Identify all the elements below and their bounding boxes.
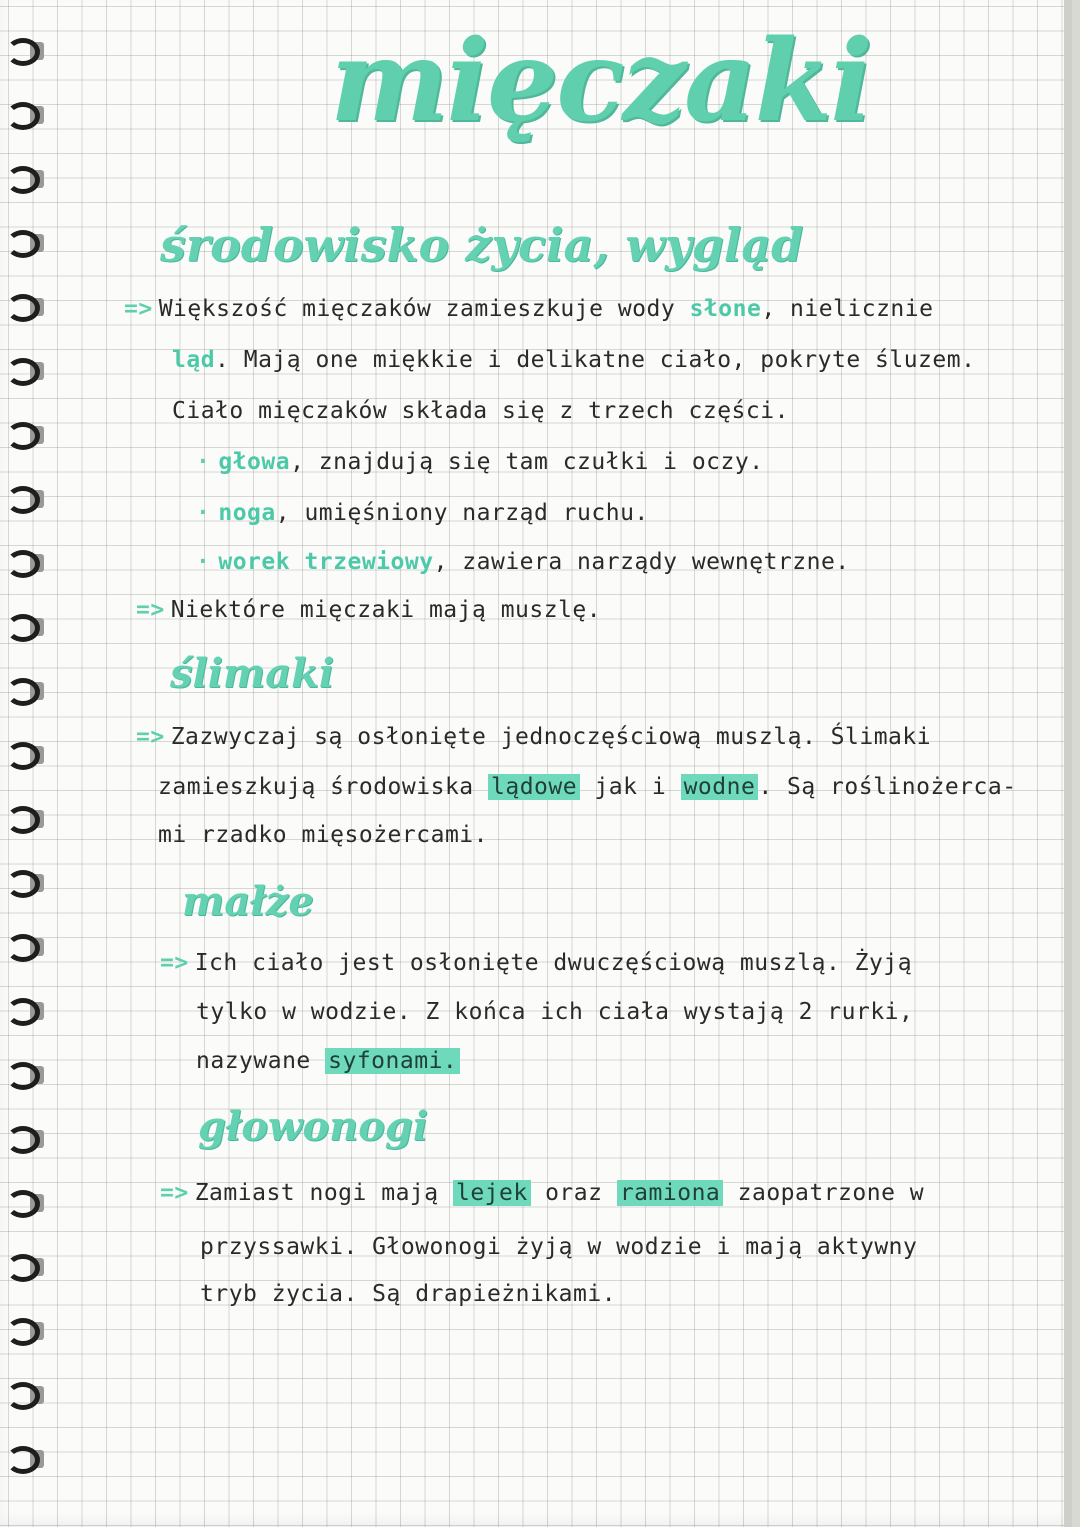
- spiral-ring: [6, 1062, 40, 1090]
- spiral-ring: [6, 998, 40, 1026]
- page-title: mięczaki: [330, 16, 871, 147]
- spiral-ring: [6, 422, 40, 450]
- glowonogi-line-1: => Zamiast nogi mają lejek oraz ramiona zaopatrzone w: [160, 1180, 925, 1206]
- glowonogi-line-3: tryb życia. Są drapieżnikami.: [200, 1281, 617, 1307]
- spiral-ring: [6, 1382, 40, 1410]
- spiral-ring: [6, 678, 40, 706]
- env-line-4: => Niektóre mięczaki mają muszlę.: [136, 597, 602, 623]
- glowonogi-line-2: przyssawki. Głowonogi żyją w wodzie i mają aktywny: [200, 1234, 918, 1260]
- spiral-ring: [6, 806, 40, 834]
- heading-glowonogi: głowonogi: [198, 1103, 429, 1150]
- slimaki-line-3: mi rzadko mięsożercami.: [158, 822, 488, 848]
- highlight-ladowe: lądowe: [488, 774, 580, 800]
- spiral-ring: [6, 614, 40, 642]
- spiral-ring: [6, 1254, 40, 1282]
- slimaki-line-1: => Zazwyczaj są osłonięte jednoczęściową muszlą. Ślimaki: [136, 724, 932, 750]
- highlight-wodne: wodne: [681, 774, 759, 800]
- malze-line-1: => Ich ciało jest osłonięte dwuczęściową muszlą. Żyją: [160, 950, 913, 976]
- bullet-dot-icon: ·: [196, 500, 211, 526]
- bullet-dot-icon: ·: [196, 449, 211, 475]
- spiral-ring: [6, 486, 40, 514]
- slimaki-line-2: zamieszkują środowiska lądowe jak i wodne . Są roślinożerca-: [158, 774, 1017, 800]
- spiral-ring: [6, 870, 40, 898]
- env-line-1: => Większość mięczaków zamieszkuje wody słone, nielicznie: [124, 296, 934, 322]
- heading-malze: małże: [182, 878, 314, 925]
- highlight-syfonami: syfonami.: [325, 1048, 460, 1074]
- spiral-ring: [6, 102, 40, 130]
- arrow-icon: =>: [160, 950, 189, 976]
- bullet-glowa: · głowa, znajdują się tam czułki i oczy.: [196, 449, 764, 475]
- spiral-ring: [6, 294, 40, 322]
- spiral-ring: [6, 1318, 40, 1346]
- env-line-3: Ciało mięczaków składa się z trzech części.: [172, 398, 789, 424]
- arrow-icon: =>: [136, 597, 165, 623]
- malze-line-3: nazywane syfonami.: [196, 1048, 460, 1074]
- spiral-ring: [6, 166, 40, 194]
- highlight-slone: słone: [689, 296, 762, 322]
- spiral-ring: [6, 1446, 40, 1474]
- arrow-icon: =>: [136, 724, 165, 750]
- bullet-worek: · worek trzewiowy, zawiera narządy wewnętrzne.: [196, 549, 850, 575]
- spiral-ring: [6, 1126, 40, 1154]
- spiral-ring: [6, 1190, 40, 1218]
- page-edge: [1064, 0, 1072, 1527]
- spiral-ring: [6, 230, 40, 258]
- highlight-lad: ląd: [172, 347, 216, 373]
- highlight-lejek: lejek: [453, 1180, 531, 1206]
- spiral-ring: [6, 38, 40, 66]
- spiral-ring: [6, 358, 40, 386]
- arrow-icon: =>: [160, 1180, 189, 1206]
- spiral-binding: [0, 0, 60, 1527]
- malze-line-2: tylko w wodzie. Z końca ich ciała wystają 2 rurki,: [196, 999, 914, 1025]
- bullet-dot-icon: ·: [196, 549, 211, 575]
- heading-environment: środowisko życia, wygląd: [160, 218, 804, 272]
- spiral-ring: [6, 934, 40, 962]
- highlight-ramiona: ramiona: [617, 1180, 723, 1206]
- spiral-ring: [6, 742, 40, 770]
- heading-slimaki: ślimaki: [170, 650, 335, 697]
- env-line-2: ląd. Mają one miękkie i delikatne ciało, pokryte śluzem.: [172, 347, 976, 373]
- arrow-icon: =>: [124, 296, 153, 322]
- bullet-noga: · noga, umięśniony narząd ruchu.: [196, 500, 649, 526]
- spiral-ring: [6, 550, 40, 578]
